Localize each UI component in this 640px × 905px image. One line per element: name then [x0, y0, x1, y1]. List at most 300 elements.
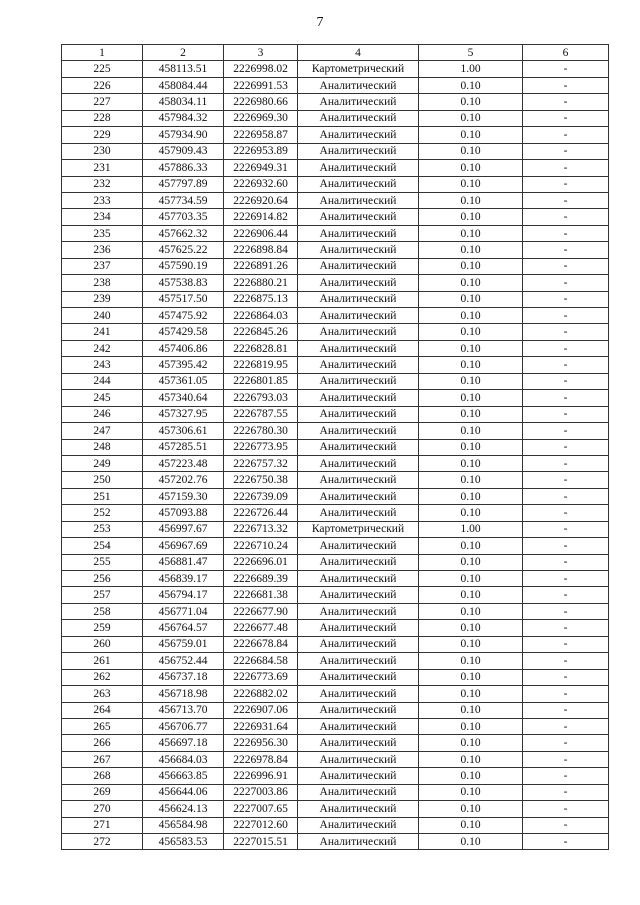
method-cell: Аналитический [298, 735, 419, 751]
y-coordinate-cell: 2226998.02 [224, 61, 298, 77]
x-coordinate-cell: 456839.17 [143, 571, 224, 587]
method-cell: Аналитический [298, 472, 419, 488]
description-cell: - [523, 258, 609, 274]
description-cell: - [523, 192, 609, 208]
point-number-cell: 234 [62, 209, 143, 225]
x-coordinate-cell: 456967.69 [143, 538, 224, 554]
y-coordinate-cell: 2226696.01 [224, 554, 298, 570]
y-coordinate-cell: 2226750.38 [224, 472, 298, 488]
column-header: 5 [419, 45, 523, 61]
page-number: 7 [316, 15, 324, 30]
x-coordinate-cell: 457538.83 [143, 275, 224, 291]
description-cell: - [523, 160, 609, 176]
table-row [62, 258, 609, 274]
y-coordinate-cell: 2226773.95 [224, 439, 298, 455]
accuracy-cell: 0.10 [419, 390, 523, 406]
accuracy-cell: 0.10 [419, 751, 523, 767]
table-row [62, 225, 609, 241]
method-cell: Аналитический [298, 77, 419, 93]
table-row [62, 636, 609, 652]
accuracy-cell: 0.10 [419, 817, 523, 833]
description-cell: - [523, 505, 609, 521]
point-number-cell: 250 [62, 472, 143, 488]
point-number-cell: 269 [62, 784, 143, 800]
accuracy-cell: 0.10 [419, 784, 523, 800]
description-cell: - [523, 110, 609, 126]
table-row [62, 94, 609, 110]
y-coordinate-cell: 2226864.03 [224, 308, 298, 324]
y-coordinate-cell: 2226996.91 [224, 768, 298, 784]
y-coordinate-cell: 2226681.38 [224, 587, 298, 603]
description-cell: - [523, 61, 609, 77]
table-row [62, 735, 609, 751]
x-coordinate-cell: 457429.58 [143, 324, 224, 340]
table-row [62, 554, 609, 570]
point-number-cell: 260 [62, 636, 143, 652]
y-coordinate-cell: 2226914.82 [224, 209, 298, 225]
point-number-cell: 244 [62, 373, 143, 389]
y-coordinate-cell: 2226931.64 [224, 718, 298, 734]
x-coordinate-cell: 457223.48 [143, 455, 224, 471]
description-cell: - [523, 390, 609, 406]
point-number-cell: 271 [62, 817, 143, 833]
description-cell: - [523, 669, 609, 685]
x-coordinate-cell: 456881.47 [143, 554, 224, 570]
point-number-cell: 227 [62, 94, 143, 110]
method-cell: Аналитический [298, 587, 419, 603]
accuracy-cell: 0.10 [419, 620, 523, 636]
table-row [62, 406, 609, 422]
table-row [62, 702, 609, 718]
table-row [62, 653, 609, 669]
method-cell: Аналитический [298, 308, 419, 324]
point-number-cell: 252 [62, 505, 143, 521]
description-cell: - [523, 340, 609, 356]
accuracy-cell: 0.10 [419, 110, 523, 126]
accuracy-cell: 0.10 [419, 357, 523, 373]
x-coordinate-cell: 457590.19 [143, 258, 224, 274]
accuracy-cell: 0.10 [419, 143, 523, 159]
column-header: 3 [224, 45, 298, 61]
point-number-cell: 240 [62, 308, 143, 324]
x-coordinate-cell: 456663.85 [143, 768, 224, 784]
accuracy-cell: 0.10 [419, 587, 523, 603]
accuracy-cell: 0.10 [419, 439, 523, 455]
description-cell: - [523, 538, 609, 554]
table-row [62, 751, 609, 767]
method-cell: Аналитический [298, 439, 419, 455]
point-number-cell: 257 [62, 587, 143, 603]
y-coordinate-cell: 2226677.48 [224, 620, 298, 636]
accuracy-cell: 0.10 [419, 242, 523, 258]
accuracy-cell: 1.00 [419, 61, 523, 77]
accuracy-cell: 0.10 [419, 192, 523, 208]
x-coordinate-cell: 457734.59 [143, 192, 224, 208]
y-coordinate-cell: 2226907.06 [224, 702, 298, 718]
y-coordinate-cell: 2226819.95 [224, 357, 298, 373]
y-coordinate-cell: 2226828.81 [224, 340, 298, 356]
table-row [62, 291, 609, 307]
x-coordinate-cell: 456759.01 [143, 636, 224, 652]
description-cell: - [523, 77, 609, 93]
method-cell: Аналитический [298, 406, 419, 422]
x-coordinate-cell: 456584.98 [143, 817, 224, 833]
y-coordinate-cell: 2227007.65 [224, 801, 298, 817]
method-cell: Аналитический [298, 620, 419, 636]
y-coordinate-cell: 2226757.32 [224, 455, 298, 471]
y-coordinate-cell: 2226713.32 [224, 521, 298, 537]
y-coordinate-cell: 2227003.86 [224, 784, 298, 800]
method-cell: Аналитический [298, 505, 419, 521]
x-coordinate-cell: 458034.11 [143, 94, 224, 110]
table-row [62, 160, 609, 176]
table-row [62, 768, 609, 784]
x-coordinate-cell: 457361.05 [143, 373, 224, 389]
description-cell: - [523, 308, 609, 324]
method-cell: Аналитический [298, 636, 419, 652]
x-coordinate-cell: 456752.44 [143, 653, 224, 669]
y-coordinate-cell: 2227012.60 [224, 817, 298, 833]
accuracy-cell: 0.10 [419, 636, 523, 652]
description-cell: - [523, 291, 609, 307]
description-cell: - [523, 735, 609, 751]
description-cell: - [523, 636, 609, 652]
description-cell: - [523, 571, 609, 587]
accuracy-cell: 0.10 [419, 373, 523, 389]
point-number-cell: 258 [62, 603, 143, 619]
table-row [62, 61, 609, 77]
description-cell: - [523, 817, 609, 833]
description-cell: - [523, 406, 609, 422]
description-cell: - [523, 423, 609, 439]
table-row [62, 357, 609, 373]
accuracy-cell: 0.10 [419, 406, 523, 422]
x-coordinate-cell: 458084.44 [143, 77, 224, 93]
method-cell: Аналитический [298, 143, 419, 159]
header-row [62, 45, 609, 61]
point-number-cell: 253 [62, 521, 143, 537]
accuracy-cell: 0.10 [419, 488, 523, 504]
description-cell: - [523, 225, 609, 241]
x-coordinate-cell: 457909.43 [143, 143, 224, 159]
table-row [62, 571, 609, 587]
method-cell: Аналитический [298, 834, 419, 850]
accuracy-cell: 0.10 [419, 554, 523, 570]
method-cell: Аналитический [298, 801, 419, 817]
y-coordinate-cell: 2226969.30 [224, 110, 298, 126]
description-cell: - [523, 784, 609, 800]
y-coordinate-cell: 2226932.60 [224, 176, 298, 192]
column-header: 1 [62, 45, 143, 61]
table-row [62, 439, 609, 455]
y-coordinate-cell: 2226953.89 [224, 143, 298, 159]
y-coordinate-cell: 2226678.84 [224, 636, 298, 652]
accuracy-cell: 0.10 [419, 423, 523, 439]
y-coordinate-cell: 2226780.30 [224, 423, 298, 439]
y-coordinate-cell: 2226880.21 [224, 275, 298, 291]
y-coordinate-cell: 2226906.44 [224, 225, 298, 241]
y-coordinate-cell: 2226739.09 [224, 488, 298, 504]
x-coordinate-cell: 456684.03 [143, 751, 224, 767]
description-cell: - [523, 801, 609, 817]
x-coordinate-cell: 457625.22 [143, 242, 224, 258]
description-cell: - [523, 488, 609, 504]
accuracy-cell: 0.10 [419, 127, 523, 143]
table-header [62, 45, 609, 61]
method-cell: Аналитический [298, 751, 419, 767]
column-header: 2 [143, 45, 224, 61]
method-cell: Аналитический [298, 160, 419, 176]
y-coordinate-cell: 2226726.44 [224, 505, 298, 521]
point-number-cell: 241 [62, 324, 143, 340]
x-coordinate-cell: 456583.53 [143, 834, 224, 850]
y-coordinate-cell: 2226898.84 [224, 242, 298, 258]
description-cell: - [523, 242, 609, 258]
method-cell: Аналитический [298, 784, 419, 800]
description-cell: - [523, 702, 609, 718]
description-cell: - [523, 143, 609, 159]
point-number-cell: 230 [62, 143, 143, 159]
accuracy-cell: 0.10 [419, 94, 523, 110]
description-cell: - [523, 176, 609, 192]
accuracy-cell: 0.10 [419, 653, 523, 669]
method-cell: Аналитический [298, 653, 419, 669]
y-coordinate-cell: 2226787.55 [224, 406, 298, 422]
accuracy-cell: 0.10 [419, 77, 523, 93]
x-coordinate-cell: 456697.18 [143, 735, 224, 751]
method-cell: Аналитический [298, 258, 419, 274]
description-cell: - [523, 587, 609, 603]
method-cell: Аналитический [298, 242, 419, 258]
point-number-cell: 270 [62, 801, 143, 817]
y-coordinate-cell: 2226845.26 [224, 324, 298, 340]
point-number-cell: 246 [62, 406, 143, 422]
accuracy-cell: 0.10 [419, 718, 523, 734]
x-coordinate-cell: 456624.13 [143, 801, 224, 817]
accuracy-cell: 0.10 [419, 538, 523, 554]
description-cell: - [523, 686, 609, 702]
point-number-cell: 233 [62, 192, 143, 208]
x-coordinate-cell: 457159.30 [143, 488, 224, 504]
y-coordinate-cell: 2227015.51 [224, 834, 298, 850]
point-number-cell: 254 [62, 538, 143, 554]
accuracy-cell: 0.10 [419, 258, 523, 274]
y-coordinate-cell: 2226710.24 [224, 538, 298, 554]
table-row [62, 817, 609, 833]
table-row [62, 209, 609, 225]
point-number-cell: 262 [62, 669, 143, 685]
y-coordinate-cell: 2226920.64 [224, 192, 298, 208]
description-cell: - [523, 439, 609, 455]
accuracy-cell: 0.10 [419, 603, 523, 619]
accuracy-cell: 0.10 [419, 834, 523, 850]
description-cell: - [523, 94, 609, 110]
y-coordinate-cell: 2226956.30 [224, 735, 298, 751]
point-number-cell: 249 [62, 455, 143, 471]
x-coordinate-cell: 456997.67 [143, 521, 224, 537]
x-coordinate-cell: 456771.04 [143, 603, 224, 619]
point-number-cell: 229 [62, 127, 143, 143]
point-number-cell: 236 [62, 242, 143, 258]
column-header: 4 [298, 45, 419, 61]
table-row [62, 110, 609, 126]
accuracy-cell: 0.10 [419, 455, 523, 471]
accuracy-cell: 0.10 [419, 505, 523, 521]
point-number-cell: 247 [62, 423, 143, 439]
method-cell: Аналитический [298, 455, 419, 471]
table-row [62, 308, 609, 324]
y-coordinate-cell: 2226882.02 [224, 686, 298, 702]
table-row [62, 340, 609, 356]
y-coordinate-cell: 2226875.13 [224, 291, 298, 307]
x-coordinate-cell: 457703.35 [143, 209, 224, 225]
x-coordinate-cell: 457934.90 [143, 127, 224, 143]
point-number-cell: 263 [62, 686, 143, 702]
method-cell: Аналитический [298, 718, 419, 734]
accuracy-cell: 0.10 [419, 801, 523, 817]
method-cell: Аналитический [298, 538, 419, 554]
description-cell: - [523, 834, 609, 850]
y-coordinate-cell: 2226980.66 [224, 94, 298, 110]
method-cell: Аналитический [298, 373, 419, 389]
accuracy-cell: 0.10 [419, 324, 523, 340]
description-cell: - [523, 554, 609, 570]
method-cell: Аналитический [298, 702, 419, 718]
point-number-cell: 267 [62, 751, 143, 767]
table-row [62, 488, 609, 504]
accuracy-cell: 0.10 [419, 291, 523, 307]
y-coordinate-cell: 2226801.85 [224, 373, 298, 389]
y-coordinate-cell: 2226773.69 [224, 669, 298, 685]
accuracy-cell: 0.10 [419, 686, 523, 702]
x-coordinate-cell: 457202.76 [143, 472, 224, 488]
accuracy-cell: 0.10 [419, 472, 523, 488]
point-number-cell: 243 [62, 357, 143, 373]
point-number-cell: 235 [62, 225, 143, 241]
point-number-cell: 232 [62, 176, 143, 192]
method-cell: Аналитический [298, 554, 419, 570]
y-coordinate-cell: 2226684.58 [224, 653, 298, 669]
x-coordinate-cell: 456737.18 [143, 669, 224, 685]
method-cell: Аналитический [298, 127, 419, 143]
point-number-cell: 256 [62, 571, 143, 587]
method-cell: Аналитический [298, 192, 419, 208]
table-row [62, 242, 609, 258]
method-cell: Аналитический [298, 275, 419, 291]
x-coordinate-cell: 457886.33 [143, 160, 224, 176]
table-row [62, 784, 609, 800]
method-cell: Аналитический [298, 669, 419, 685]
point-number-cell: 225 [62, 61, 143, 77]
accuracy-cell: 0.10 [419, 571, 523, 587]
description-cell: - [523, 768, 609, 784]
point-number-cell: 239 [62, 291, 143, 307]
table-row [62, 669, 609, 685]
table-row [62, 587, 609, 603]
table-row [62, 77, 609, 93]
x-coordinate-cell: 456764.57 [143, 620, 224, 636]
description-cell: - [523, 275, 609, 291]
method-cell: Аналитический [298, 571, 419, 587]
point-number-cell: 242 [62, 340, 143, 356]
accuracy-cell: 0.10 [419, 225, 523, 241]
point-number-cell: 245 [62, 390, 143, 406]
method-cell: Аналитический [298, 291, 419, 307]
accuracy-cell: 0.10 [419, 340, 523, 356]
x-coordinate-cell: 456706.77 [143, 718, 224, 734]
table-row [62, 834, 609, 850]
x-coordinate-cell: 457306.61 [143, 423, 224, 439]
table-row [62, 176, 609, 192]
x-coordinate-cell: 457517.50 [143, 291, 224, 307]
point-number-cell: 237 [62, 258, 143, 274]
x-coordinate-cell: 456794.17 [143, 587, 224, 603]
x-coordinate-cell: 456644.06 [143, 784, 224, 800]
description-cell: - [523, 455, 609, 471]
y-coordinate-cell: 2226689.39 [224, 571, 298, 587]
description-cell: - [523, 751, 609, 767]
description-cell: - [523, 603, 609, 619]
x-coordinate-cell: 457984.32 [143, 110, 224, 126]
y-coordinate-cell: 2226793.03 [224, 390, 298, 406]
point-number-cell: 248 [62, 439, 143, 455]
table-row [62, 127, 609, 143]
table-row [62, 472, 609, 488]
table-row [62, 324, 609, 340]
description-cell: - [523, 357, 609, 373]
x-coordinate-cell: 457662.32 [143, 225, 224, 241]
accuracy-cell: 0.10 [419, 735, 523, 751]
method-cell: Аналитический [298, 94, 419, 110]
table-row [62, 521, 609, 537]
accuracy-cell: 0.10 [419, 275, 523, 291]
point-number-cell: 261 [62, 653, 143, 669]
accuracy-cell: 0.10 [419, 209, 523, 225]
table-row [62, 390, 609, 406]
description-cell: - [523, 373, 609, 389]
point-number-cell: 272 [62, 834, 143, 850]
table-row [62, 603, 609, 619]
point-number-cell: 231 [62, 160, 143, 176]
method-cell: Аналитический [298, 488, 419, 504]
x-coordinate-cell: 456713.70 [143, 702, 224, 718]
table-body [62, 61, 609, 850]
table-row [62, 423, 609, 439]
table-row [62, 505, 609, 521]
method-cell: Аналитический [298, 817, 419, 833]
method-cell: Аналитический [298, 423, 419, 439]
method-cell: Аналитический [298, 603, 419, 619]
table-row [62, 686, 609, 702]
description-cell: - [523, 521, 609, 537]
column-header: 6 [523, 45, 609, 61]
point-number-cell: 251 [62, 488, 143, 504]
x-coordinate-cell: 458113.51 [143, 61, 224, 77]
table-row [62, 718, 609, 734]
table-row [62, 275, 609, 291]
point-number-cell: 268 [62, 768, 143, 784]
y-coordinate-cell: 2226949.31 [224, 160, 298, 176]
table-row [62, 373, 609, 389]
method-cell: Аналитический [298, 176, 419, 192]
x-coordinate-cell: 457327.95 [143, 406, 224, 422]
table-row [62, 538, 609, 554]
description-cell: - [523, 620, 609, 636]
table-row [62, 455, 609, 471]
method-cell: Картометрический [298, 521, 419, 537]
x-coordinate-cell: 457093.88 [143, 505, 224, 521]
table-row [62, 620, 609, 636]
